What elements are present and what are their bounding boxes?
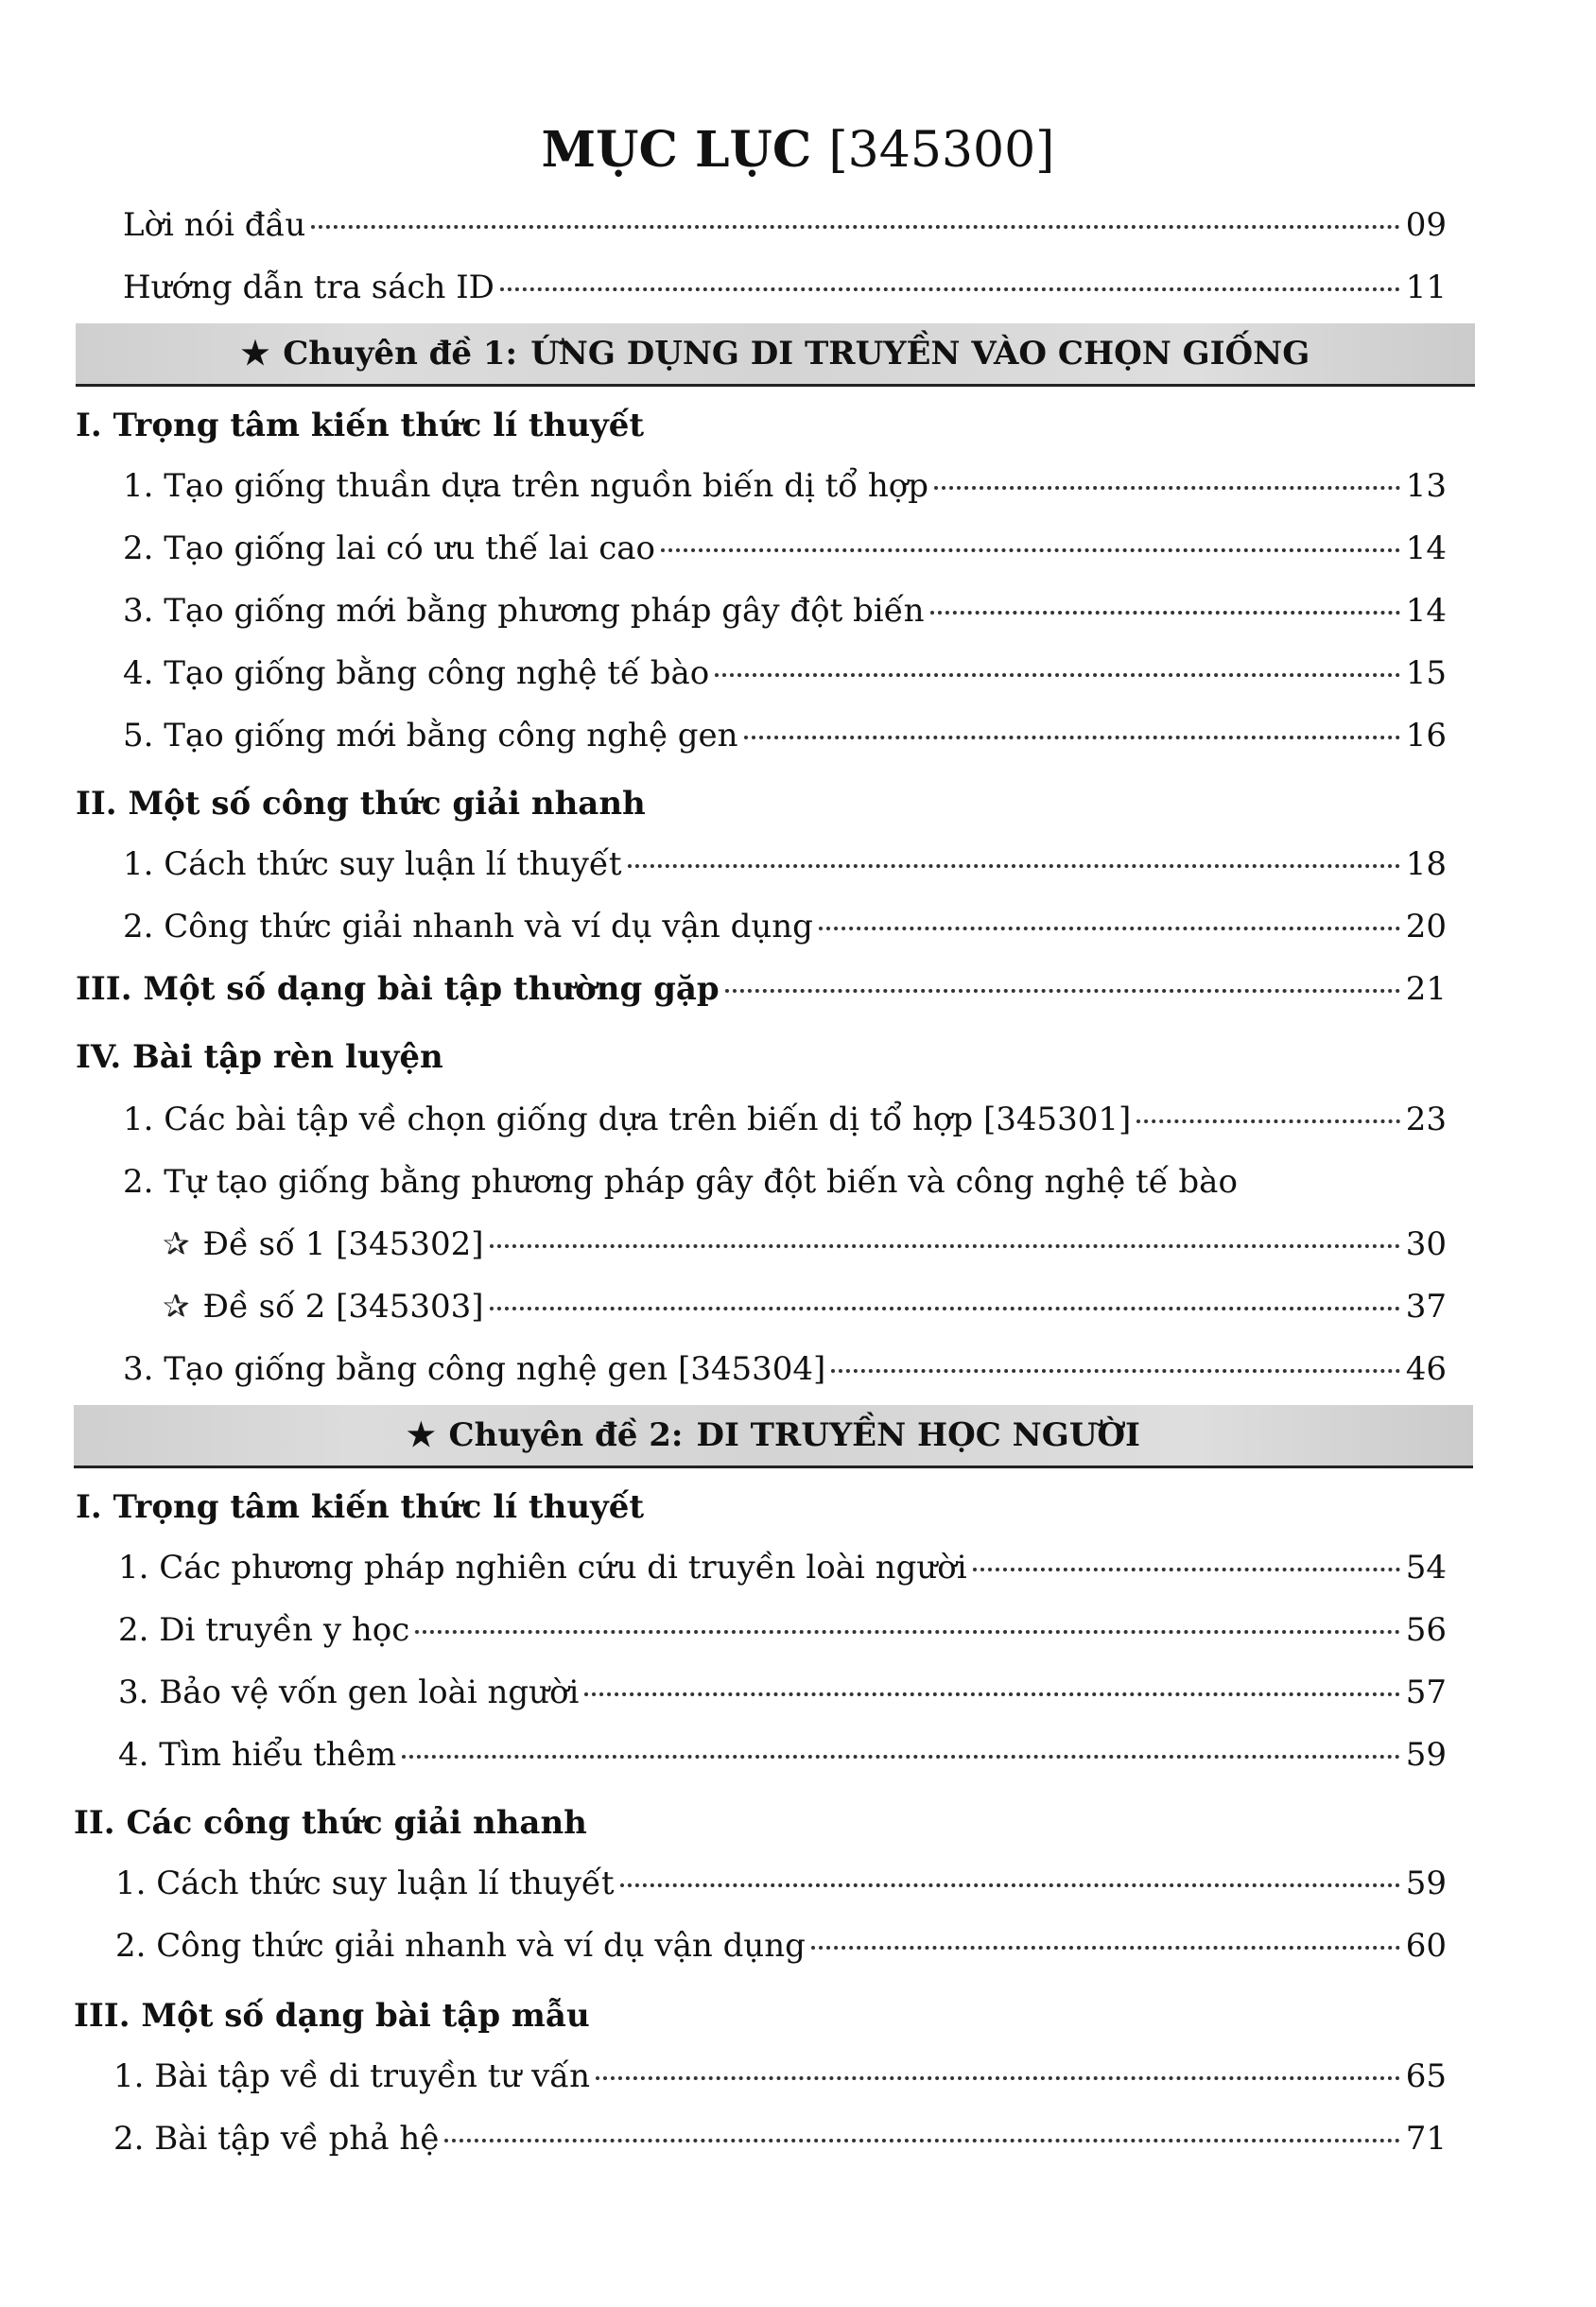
entry-label: 2. Tạo giống lai có ưu thế lai cao [123,529,656,567]
entry-page: 30 [1405,1225,1447,1263]
title-code: [345300] [828,122,1055,179]
entry-label: 5. Tạo giống mới bằng công nghệ gen [123,717,738,755]
entry-label: 1. Cách thức suy luận lí thuyết [115,1865,615,1902]
entry-label: 1. Các phương pháp nghiên cứu di truyền loài người [118,1549,967,1587]
leader-dots [620,1883,1400,1887]
toc-entry[interactable] [123,1346,1447,1392]
toc-entry[interactable] [115,1923,1447,1969]
entry-page: 57 [1405,1674,1447,1711]
entry-page: 21 [1405,970,1447,1008]
entry-page: 37 [1405,1288,1447,1326]
entry-label: Lời nói đầu [123,206,306,244]
entry-page: 60 [1405,1927,1447,1965]
entry-page: 65 [1405,2057,1447,2095]
entry-page: 13 [1405,467,1447,505]
entry-label: 4. Tìm hiểu thêm [118,1736,397,1774]
entry-page: 46 [1405,1350,1447,1388]
leader-dots [811,1946,1400,1950]
entry-page: 20 [1405,908,1447,945]
entry-label: 1. Bài tập về di truyền tư vấn [113,2057,591,2095]
entry-page: 56 [1405,1611,1447,1649]
leader-dots [500,287,1400,291]
toc-entry[interactable] [123,650,1447,696]
leader-dots [596,2076,1400,2080]
entry-label: 4. Tạo giống bằng công nghệ tế bào [123,654,710,692]
entry-label: Đề số 2 [345303] [202,1288,484,1326]
entry-label: 3. Bảo vệ vốn gen loài người [118,1674,580,1711]
entry-page: 14 [1405,529,1447,567]
section-heading: I. Trọng tâm kiến thức lí thuyết [76,1488,645,1526]
star-outline-icon: ✰ [163,1225,190,1263]
leader-dots [973,1568,1400,1571]
section-heading: II. Một số công thức giải nhanh [76,785,646,823]
leader-dots [490,1307,1400,1310]
toc-entry[interactable] [123,463,1447,509]
entry-page: 11 [1405,269,1447,306]
topic-2-header [74,1405,1473,1468]
toc-entry[interactable] [123,1097,1447,1142]
section-heading: III. Một số dạng bài tập thường gặp [76,970,720,1008]
entry-label: 1. Tạo giống thuần dựa trên nguồn biến dị tổ hợp [123,467,929,505]
leader-dots [930,611,1400,615]
entry-label: Đề số 1 [345302] [202,1225,484,1263]
toc-entry-preface[interactable] [123,202,1447,248]
entry-label: 3. Tạo giống mới bằng phương pháp gây đột biến [123,592,925,630]
leader-dots [661,548,1400,552]
leader-dots [725,989,1400,993]
topic-1-label: Chuyên đề 1: [283,335,518,373]
entry-page: 15 [1405,654,1447,692]
toc-entry[interactable] [123,841,1447,887]
section-heading: I. Trọng tâm kiến thức lí thuyết [76,407,645,444]
entry-label: Hướng dẫn tra sách ID [123,269,494,306]
entry-label: 2. Công thức giải nhanh và ví dụ vận dụng [123,908,813,945]
toc-entry-id-guide[interactable] [123,265,1447,310]
toc-entry[interactable] [118,1607,1447,1653]
leader-dots [444,2139,1399,2142]
topic-2-label: Chuyên đề 2: [448,1416,684,1454]
leader-dots [311,225,1399,229]
toc-entry[interactable] [118,1545,1447,1590]
leader-dots [490,1244,1400,1248]
toc-entry[interactable] [118,1670,1447,1715]
section-heading: III. Một số dạng bài tập mẫu [74,1997,590,2035]
toc-entry[interactable] [113,2116,1447,2161]
leader-dots [819,927,1400,930]
entry-label: 3. Tạo giống bằng công nghệ gen [345304] [123,1350,826,1388]
leader-dots [934,486,1400,490]
toc-entry[interactable] [113,2054,1447,2099]
entry-page: 54 [1405,1549,1447,1587]
entry-page: 18 [1405,845,1447,883]
leader-dots [715,673,1399,677]
star-icon: ★ [407,1416,436,1454]
toc-subentry[interactable] [163,1222,1447,1267]
toc-entry[interactable] [118,1732,1447,1778]
leader-dots [831,1369,1399,1373]
entry-label: 1. Cách thức suy luận lí thuyết [123,845,622,883]
entry-label: 2. Công thức giải nhanh và ví dụ vận dụng [115,1927,806,1965]
toc-entry[interactable] [123,526,1447,571]
entry-page: 71 [1405,2120,1447,2158]
entry-page: 59 [1405,1865,1447,1902]
toc-entry[interactable] [115,1861,1447,1906]
entry-label: 2. Bài tập về phả hệ [113,2120,440,2158]
star-icon: ★ [240,335,270,373]
leader-dots [415,1630,1399,1634]
section-heading: IV. Bài tập rèn luyện [76,1038,443,1076]
toc-entry[interactable] [123,904,1447,949]
entry-page: 14 [1405,592,1447,630]
topic-1-header [76,323,1475,387]
toc-entry[interactable] [123,713,1447,758]
star-outline-icon: ✰ [163,1288,190,1326]
entry-page: 16 [1405,717,1447,755]
section-heading: II. Các công thức giải nhanh [74,1804,587,1842]
toc-entry[interactable] [123,588,1447,633]
topic-2-title: DI TRUYỀN HỌC NGƯỜI [696,1416,1140,1454]
leader-dots [402,1755,1400,1759]
leader-dots [1136,1119,1399,1123]
leader-dots [744,736,1400,739]
toc-subentry[interactable] [163,1284,1447,1329]
leader-dots [628,864,1400,868]
entry-label: 2. Tự tạo giống bằng phương pháp gây đột biến và công nghệ tế bào [123,1163,1238,1201]
section-heading-with-page[interactable] [76,966,1447,1012]
entry-page: 09 [1405,206,1447,244]
entry-label: 1. Các bài tập về chọn giống dựa trên biến dị tổ hợp [345301] [123,1101,1132,1138]
entry-page: 59 [1405,1736,1447,1774]
entry-page: 23 [1405,1101,1447,1138]
entry-label: 2. Di truyền y học [118,1611,410,1649]
title-main: MỤC LỤC [541,121,812,179]
page-title [0,121,1596,179]
toc-entry [123,1159,1447,1205]
topic-1-title: ỨNG DỤNG DI TRUYỀN VÀO CHỌN GIỐNG [530,335,1310,373]
leader-dots [584,1692,1399,1696]
